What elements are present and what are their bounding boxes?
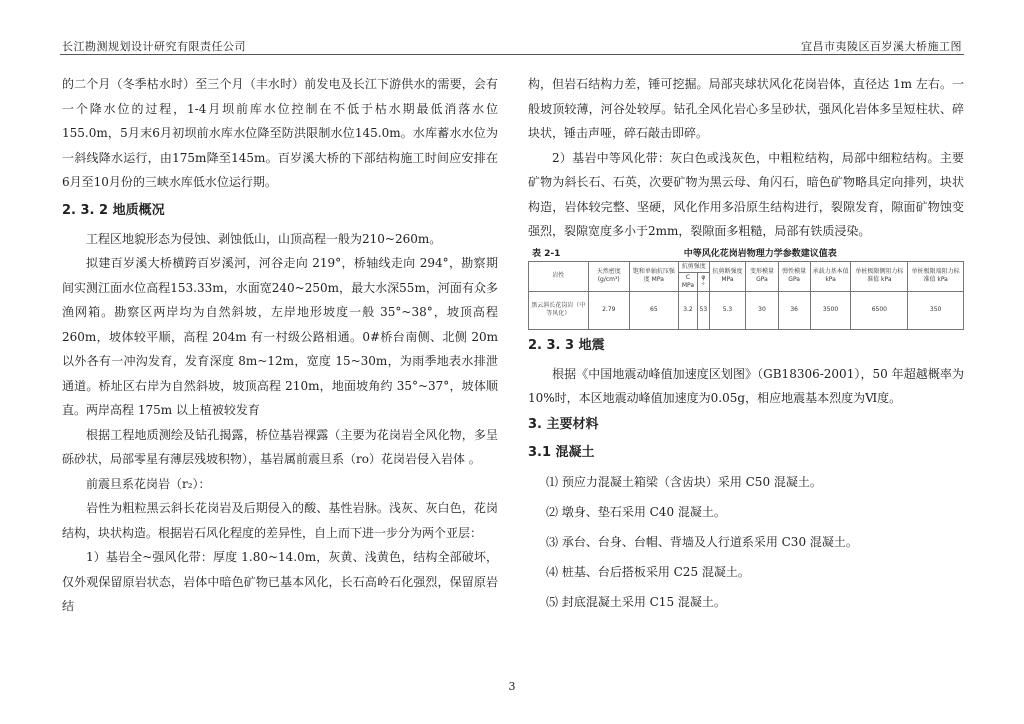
cell-qsk: 6500 — [851, 291, 908, 329]
page-number: 3 — [508, 680, 516, 693]
header-project: 宜昌市夷陵区百岁溪大桥施工图 — [801, 40, 962, 53]
paragraph-earthquake: 根据《中国地震动峰值加速度区划图》（GB18306-2001），50 年超越概率为 10%时，本区地震动峰值加速度为0.05g，相应地震基本烈度为Ⅵ度。 — [528, 366, 964, 405]
heading-materials: 3. 主要材料 — [528, 416, 599, 432]
paragraph-reservoir: 的二个月（冬季枯水时）至三个月（丰水时）前发电及长江下游供水的需要，会有一个降水位的过程，1-4月坝前库水位控制在不低于枯水期最低消落水位155.0m，5月末6月初坝前水库水位降至防洪限制水位145.0m。水库蓄水水位为一斜线降水运行，由175m降至145m。百岁溪大桥的下部结构施工时间应安排在6月至10月份的三峡水库低水位运行期。 — [62, 77, 498, 189]
th-density: 天然密度(g/cm³) — [588, 261, 629, 291]
table-header-row — [529, 261, 964, 272]
cell-rock-name: 黑云斜长花岗岩（中等风化） — [529, 291, 589, 329]
paragraph-landform: 工程区地貌形态为侵蚀、剥蚀低山，山顶高程一般为210~260m。 — [86, 231, 442, 246]
list-item: ⑶ 承台、台身、台帽、背墙及人行道系采用 C30 混凝土。 — [546, 534, 858, 549]
table-label: 表 2-1 — [532, 248, 561, 259]
list-item: ⑸ 封底混凝土采用 C15 混凝土。 — [546, 594, 726, 609]
cell-qpk: 350 — [908, 291, 964, 329]
cell-ucs: 65 — [629, 291, 678, 329]
th-rock: 岩性 — [529, 261, 589, 291]
th-c: C MPa — [678, 272, 697, 291]
list-item: ⑵ 墩身、垫石采用 C40 混凝土。 — [546, 504, 726, 519]
cell-fa: 3500 — [810, 291, 851, 329]
cell-ratio: 5.3 — [709, 291, 746, 329]
th-e0: 变形模量 GPa — [746, 261, 778, 291]
paragraph-lithology: 岩性为粗粒黑云斜长花岗岩及后期侵入的酸、基性岩脉。浅灰、灰白色，花岗结构，块状构造。根据岩石风化程度的差异性，自上而下进一步分为两个亚层： — [62, 501, 498, 540]
th-fa: 承载力基本值 kPa — [810, 261, 851, 291]
th-qsk: 单桩极限侧阻力标准值 kPa — [851, 261, 908, 291]
header-company: 长江勘测规划设计研究有限责任公司 — [62, 40, 246, 53]
right-column — [528, 72, 964, 617]
th-ratio: 抗剪断强度 MPa — [709, 261, 746, 291]
th-qpk: 单桩极限端阻力标准值 kPa — [908, 261, 964, 291]
cell-e0: 30 — [746, 291, 778, 329]
paragraph-bridge-site: 拟建百岁溪大桥横跨百岁溪河，河谷走向 219°，桥轴线走向 294°，勘察期间实测江面水位高程153.33m，水面宽240~250m，最大水深55m，河面有众多渔网箱。勘察区两岸均为自然斜坡，左岸地形坡度一般 35°~38°，坡顶高程 260m，坡体较平顺，高程 204m 有一村级公路相通。0#桥台南侧、北侧 20m 以外各有一冲沟发育，发育深度 8m~12m，宽度 15~30m，为雨季地表水排泄通道。桥址区右岸为自然斜坡，坡顶高程 210m，地面坡角约 35°~37°，坡体顺直。两岸高程 175m 以上植被较发育 — [62, 256, 498, 417]
paragraph-granite-label: 前震旦系花岗岩（r₂）： — [86, 476, 211, 491]
paragraph-weathering-2: 2）基岩中等风化带：灰白色或浅灰色，中粗粒结构，局部中细粒结构。主要矿物为斜长石、石英，次要矿物为黑云母、角闪石，暗色矿物略具定向排列，块状构造，岩体较完整、坚硬，风化作用多沿原生结构进行，裂隙发育，隙面矿物蚀变强烈，裂隙宽度多小于2mm，裂隙面多粗糙，局部有铁质浸染。 — [528, 150, 964, 238]
left-column — [62, 72, 498, 619]
table-title: 中等风化花岗岩物理力学参数建议值表 — [683, 248, 837, 259]
th-phi: φ ° — [698, 272, 709, 291]
cell-density: 2.79 — [588, 291, 629, 329]
table-caption — [528, 246, 964, 259]
heading-concrete: 3.1 混凝土 — [528, 444, 595, 460]
th-shear: 抗剪强度 — [678, 261, 709, 272]
cell-es: 36 — [778, 291, 810, 329]
rock-parameter-table — [528, 261, 964, 330]
cell-c: 3.2 — [678, 291, 697, 329]
cell-phi: 53 — [698, 291, 709, 329]
paragraph-weathering-1: 1）基岩全~强风化带：厚度 1.80~14.0m，灰黄、浅黄色，结构全部破坏，仅外观保留原岩状态，岩体中暗色矿物已基本风化，长石高岭石化强烈，保留原岩结 — [62, 550, 498, 613]
list-item: ⑴ 预应力混凝土箱梁（含齿块）采用 C50 混凝土。 — [546, 474, 822, 489]
table-row — [529, 291, 964, 329]
heading-geology: 2. 3. 2 地质概况 — [62, 202, 165, 218]
list-item: ⑷ 桩基、台后搭板采用 C25 混凝土。 — [546, 564, 750, 579]
paragraph-weathering-cont: 构，但岩石结构力差，锤可挖掘。局部夹球状风化花岗岩体，直径达 1m 左右。一般坡顶较薄，河谷处较厚。钻孔全风化岩心多呈砂状，强风化岩体多呈短柱状、碎块状，锤击声哑，碎石敲击即碎。 — [528, 77, 964, 140]
heading-earthquake: 2. 3. 3 地震 — [528, 337, 605, 353]
th-ucs: 饱和单轴抗压强度 MPa — [629, 261, 678, 291]
paragraph-bedrock: 根据工程地质测绘及钻孔揭露，桥位基岩裸露（主要为花岗岩全风化物，多呈砾砂状，局部零星有薄层残坡积物），基岩属前震旦系（ro）花岗岩侵入岩体 。 — [62, 427, 498, 466]
th-es: 弹性模量 GPa — [778, 261, 810, 291]
header-divider — [60, 54, 964, 55]
